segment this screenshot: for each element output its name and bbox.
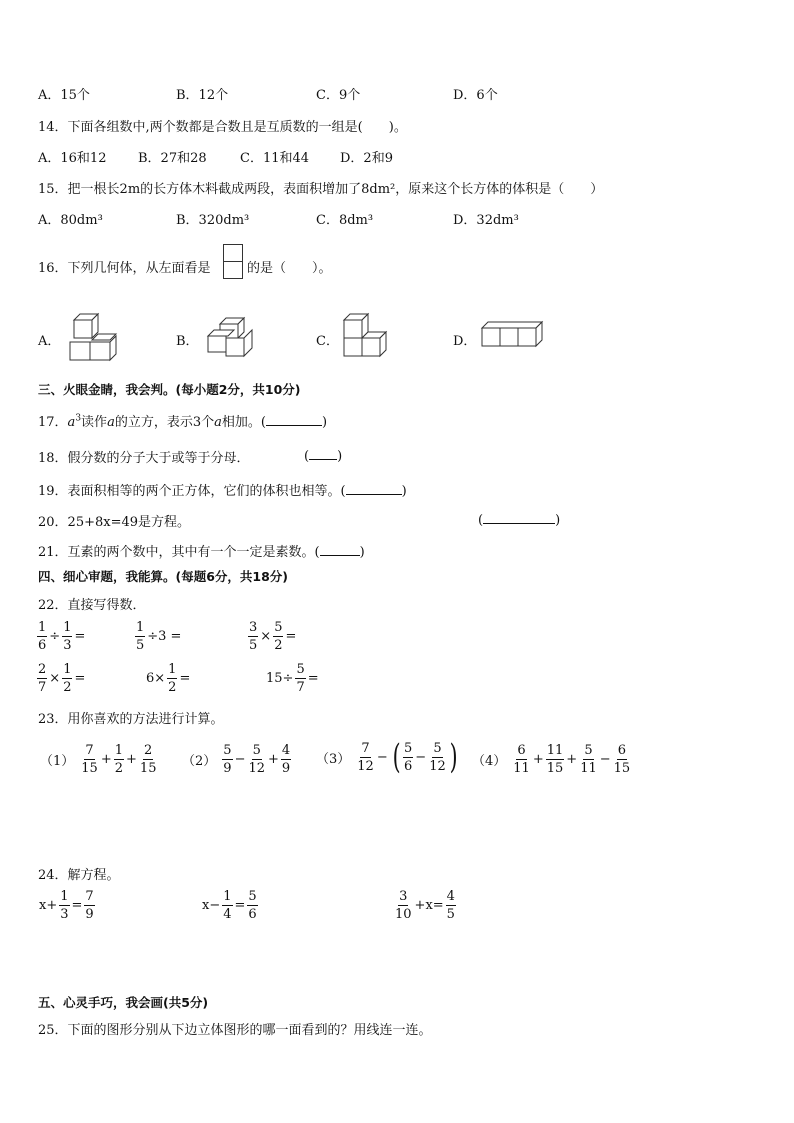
q15-option-a: A．80dm³ (38, 213, 103, 228)
denominator: 9 (223, 761, 232, 776)
operator: − (415, 749, 427, 765)
denominator: 11 (513, 761, 530, 776)
fraction (428, 742, 447, 773)
fraction (84, 890, 94, 921)
q22-expr-6 (264, 663, 321, 694)
denominator: 3 (63, 638, 72, 653)
prefix: x− (202, 898, 221, 913)
denominator: 12 (357, 758, 374, 774)
denominator: 10 (395, 907, 412, 922)
equals: = (307, 671, 319, 686)
numerator: 6 (517, 743, 526, 758)
operator: + (532, 752, 544, 767)
q22-stem: 22．直接写得数． (38, 598, 146, 613)
q19-close: ) (401, 484, 407, 499)
equals: = (74, 629, 86, 644)
problem-label: （4） (472, 754, 507, 769)
denominator: 15 (546, 761, 564, 776)
q14-option-c: C．11和44 (240, 151, 310, 166)
q22-e3-frac-b (273, 621, 283, 652)
operator: + (566, 752, 578, 767)
q17-text: 的立方，表示3个 (114, 415, 215, 430)
left-paren: ( (392, 737, 401, 777)
fraction (247, 890, 257, 921)
fraction (579, 744, 598, 775)
q17-base: a (67, 415, 76, 430)
denominator: 6 (404, 758, 413, 774)
q18-text: 18．假分数的分子大于或等于分母． (38, 451, 250, 466)
q18-close: ) (337, 449, 343, 464)
prefix: 15÷ (266, 671, 294, 686)
q14-option-d: D．2和9 (340, 151, 393, 166)
q16-option-a-cubes (68, 312, 122, 362)
q22-expr-5 (144, 663, 192, 694)
middle: +x= (414, 898, 444, 913)
q22-expr-1 (37, 621, 87, 652)
q15-option-b: B．320dm³ (176, 213, 250, 228)
denominator: 6 (248, 907, 257, 922)
denominator: 5 (136, 638, 145, 653)
operator: × (260, 629, 272, 644)
q22-e6-frac-b (295, 663, 305, 694)
q21 (38, 541, 365, 560)
q14-option-b: B．27和28 (138, 151, 207, 166)
denominator: 15 (613, 761, 631, 776)
q22-e4-frac-a (37, 663, 47, 694)
fraction (139, 744, 158, 775)
q21-text: 21．互素的两个数中，其中有一个一定是素数。( (38, 545, 320, 560)
fraction (247, 744, 266, 775)
q17-answer-blank[interactable] (266, 413, 322, 426)
q17-var2: a (214, 415, 222, 430)
q23-problem-4 (470, 744, 631, 775)
equals: = (285, 629, 297, 644)
numerator: 5 (223, 743, 232, 758)
fraction (59, 890, 69, 921)
q16-stem-before: 16．下列几何体，从左面看是 (38, 261, 211, 276)
q16-option-c-cubes (342, 312, 390, 360)
q17-num: 17． (38, 415, 68, 430)
section4-title: 四、细心审题，我能算。(每题6分，共18分) (38, 569, 289, 584)
numerator: 2 (38, 662, 47, 677)
fraction (613, 744, 632, 775)
q15-option-d: D．32dm³ (453, 213, 519, 228)
section3-title: 三、火眼金睛，我会判。(每小题2分，共10分) (38, 382, 301, 397)
q25-stem: 25．下面的图形分别从下边立体图形的哪一面看到的？用线连一连。 (38, 1023, 432, 1038)
problem-label: （1） (40, 754, 75, 769)
numerator: 3 (399, 889, 408, 904)
q16-label-c: C． (316, 334, 339, 349)
q16-option-d-cubes (480, 322, 544, 350)
q20-text: 20．25+8x=49是方程。 (38, 515, 191, 530)
numerator: 1 (114, 743, 124, 758)
q15-stem: 15．把一根长2m的长方体木料截成两段，表面积增加了8dm²，原来这个长方体的体积是（ ） (38, 182, 604, 197)
q22-expr-4 (37, 663, 87, 694)
q22-expr-2 (135, 621, 183, 652)
q18-open: ( (304, 449, 310, 464)
problem-label: （2） (182, 754, 217, 769)
fraction (546, 744, 565, 775)
q22-e5-frac-b (167, 663, 177, 694)
fraction (222, 744, 232, 775)
q21-close: ) (359, 545, 365, 560)
denominator: 5 (249, 638, 258, 653)
numerator: 5 (433, 740, 442, 756)
denominator: 4 (223, 907, 232, 922)
denominator: 7 (296, 680, 305, 695)
q13-option-b: B．12个 (176, 88, 229, 103)
operator: + (100, 752, 112, 767)
numerator: 1 (136, 620, 145, 635)
numerator: 1 (63, 662, 72, 677)
numerator: 1 (168, 662, 177, 677)
q24-equation-3 (394, 890, 456, 921)
q20-answer (478, 511, 560, 528)
denominator: 2 (274, 638, 283, 653)
q14-option-a: A．16和12 (38, 151, 107, 166)
denominator: 5 (446, 907, 455, 922)
fraction (222, 890, 232, 921)
q17-close: ) (321, 415, 328, 430)
q22-e1-frac-a (37, 621, 47, 652)
denominator: 9 (85, 907, 94, 922)
q22-e3-frac-a (248, 621, 258, 652)
denominator: 15 (139, 761, 157, 776)
q16-label-d: D． (453, 334, 477, 349)
operator: + (126, 752, 137, 767)
denominator: 9 (281, 761, 291, 776)
q19 (38, 480, 407, 499)
q16-left-view-figure (223, 244, 243, 280)
operator: + (268, 752, 279, 767)
numerator: 6 (617, 743, 627, 758)
numerator: 5 (274, 620, 283, 635)
numerator: 7 (361, 740, 370, 756)
q13-option-a: A．15个 (38, 88, 90, 103)
denominator: 15 (81, 761, 98, 776)
equals: = (179, 671, 191, 686)
numerator: 5 (248, 889, 257, 904)
q22-e4-frac-b (62, 663, 72, 694)
numerator: 4 (281, 743, 291, 758)
denominator: 6 (38, 638, 47, 653)
equals: = (74, 671, 86, 686)
denominator: 3 (60, 907, 69, 922)
numerator: 11 (546, 743, 564, 758)
denominator: 7 (38, 680, 47, 695)
denominator: 2 (168, 680, 177, 695)
q22-e2-frac-a (135, 621, 145, 652)
q20-answer-blank[interactable] (483, 511, 555, 524)
q21-answer-blank[interactable] (320, 543, 360, 556)
numerator: 4 (446, 889, 455, 904)
q17 (38, 411, 327, 430)
numerator: 5 (584, 743, 593, 758)
fraction (446, 890, 456, 921)
equals: = (170, 629, 182, 644)
q18-answer-blank[interactable] (309, 447, 337, 460)
q19-text: 19．表面积相等的两个正方体，它们的体积也相等。( (38, 484, 346, 499)
q15-option-c: C．8dm³ (316, 213, 374, 228)
q20-open: ( (478, 513, 484, 528)
denominator: 12 (429, 758, 446, 774)
numerator: 1 (38, 620, 47, 635)
numerator: 5 (296, 662, 305, 677)
fraction (403, 742, 413, 773)
fraction (356, 742, 375, 773)
fraction (80, 744, 99, 775)
equals: = (71, 898, 83, 913)
q17-var: a (107, 415, 115, 430)
q24-equation-2 (200, 890, 258, 921)
q23-problem-3 (314, 737, 460, 777)
fraction (512, 744, 531, 775)
q20-close: ) (555, 513, 561, 528)
q18-answer (304, 447, 342, 464)
denominator: 2 (114, 761, 124, 776)
q17-exp: 3 (75, 413, 82, 424)
operator: ÷3 (147, 629, 167, 644)
q16-label-a: A． (38, 334, 61, 349)
q19-answer-blank[interactable] (346, 482, 402, 495)
q22-expr-3 (248, 621, 298, 652)
right-paren: ) (449, 737, 458, 777)
q16-option-b-cubes (206, 316, 256, 358)
numerator: 5 (404, 740, 413, 756)
q17-mid: 读作 (81, 415, 108, 430)
q17-end: 相加。( (221, 415, 266, 430)
numerator: 1 (223, 889, 232, 904)
fraction (281, 744, 291, 775)
operator: − (234, 752, 246, 767)
denominator: 11 (580, 761, 597, 776)
q23-problem-2 (180, 744, 291, 775)
q23-problem-1 (38, 744, 157, 775)
numerator: 2 (144, 743, 153, 758)
numerator: 1 (63, 620, 72, 635)
operator: − (599, 752, 611, 767)
section5-title: 五、心灵手巧，我会画(共5分) (38, 995, 209, 1010)
operator: − (376, 749, 388, 765)
q24-equation-1 (37, 890, 95, 921)
numerator: 7 (85, 743, 94, 758)
denominator: 2 (63, 680, 72, 695)
numerator: 3 (249, 620, 258, 635)
operator: ÷ (49, 629, 61, 644)
q23-stem: 23．用你喜欢的方法进行计算。 (38, 712, 224, 727)
q22-e1-frac-b (62, 621, 72, 652)
equals: = (234, 898, 246, 913)
q13-option-c: C．9个 (316, 88, 361, 103)
operator: × (49, 671, 61, 686)
numerator: 7 (85, 889, 94, 904)
numerator: 5 (252, 743, 261, 758)
q14-stem: 14．下面各组数中,两个数都是合数且是互质数的一组是( )。 (38, 120, 407, 135)
fraction (114, 744, 124, 775)
problem-label: （3） (316, 751, 351, 767)
q24-stem: 24．解方程。 (38, 868, 120, 883)
prefix: x+ (39, 898, 58, 913)
fraction (394, 890, 413, 921)
numerator: 1 (60, 889, 69, 904)
q16-label-b: B． (176, 334, 199, 349)
prefix: 6× (146, 671, 166, 686)
denominator: 12 (248, 761, 266, 776)
q16-stem-after: 的是（ ）。 (247, 261, 332, 276)
q13-option-d: D．6个 (453, 88, 498, 103)
